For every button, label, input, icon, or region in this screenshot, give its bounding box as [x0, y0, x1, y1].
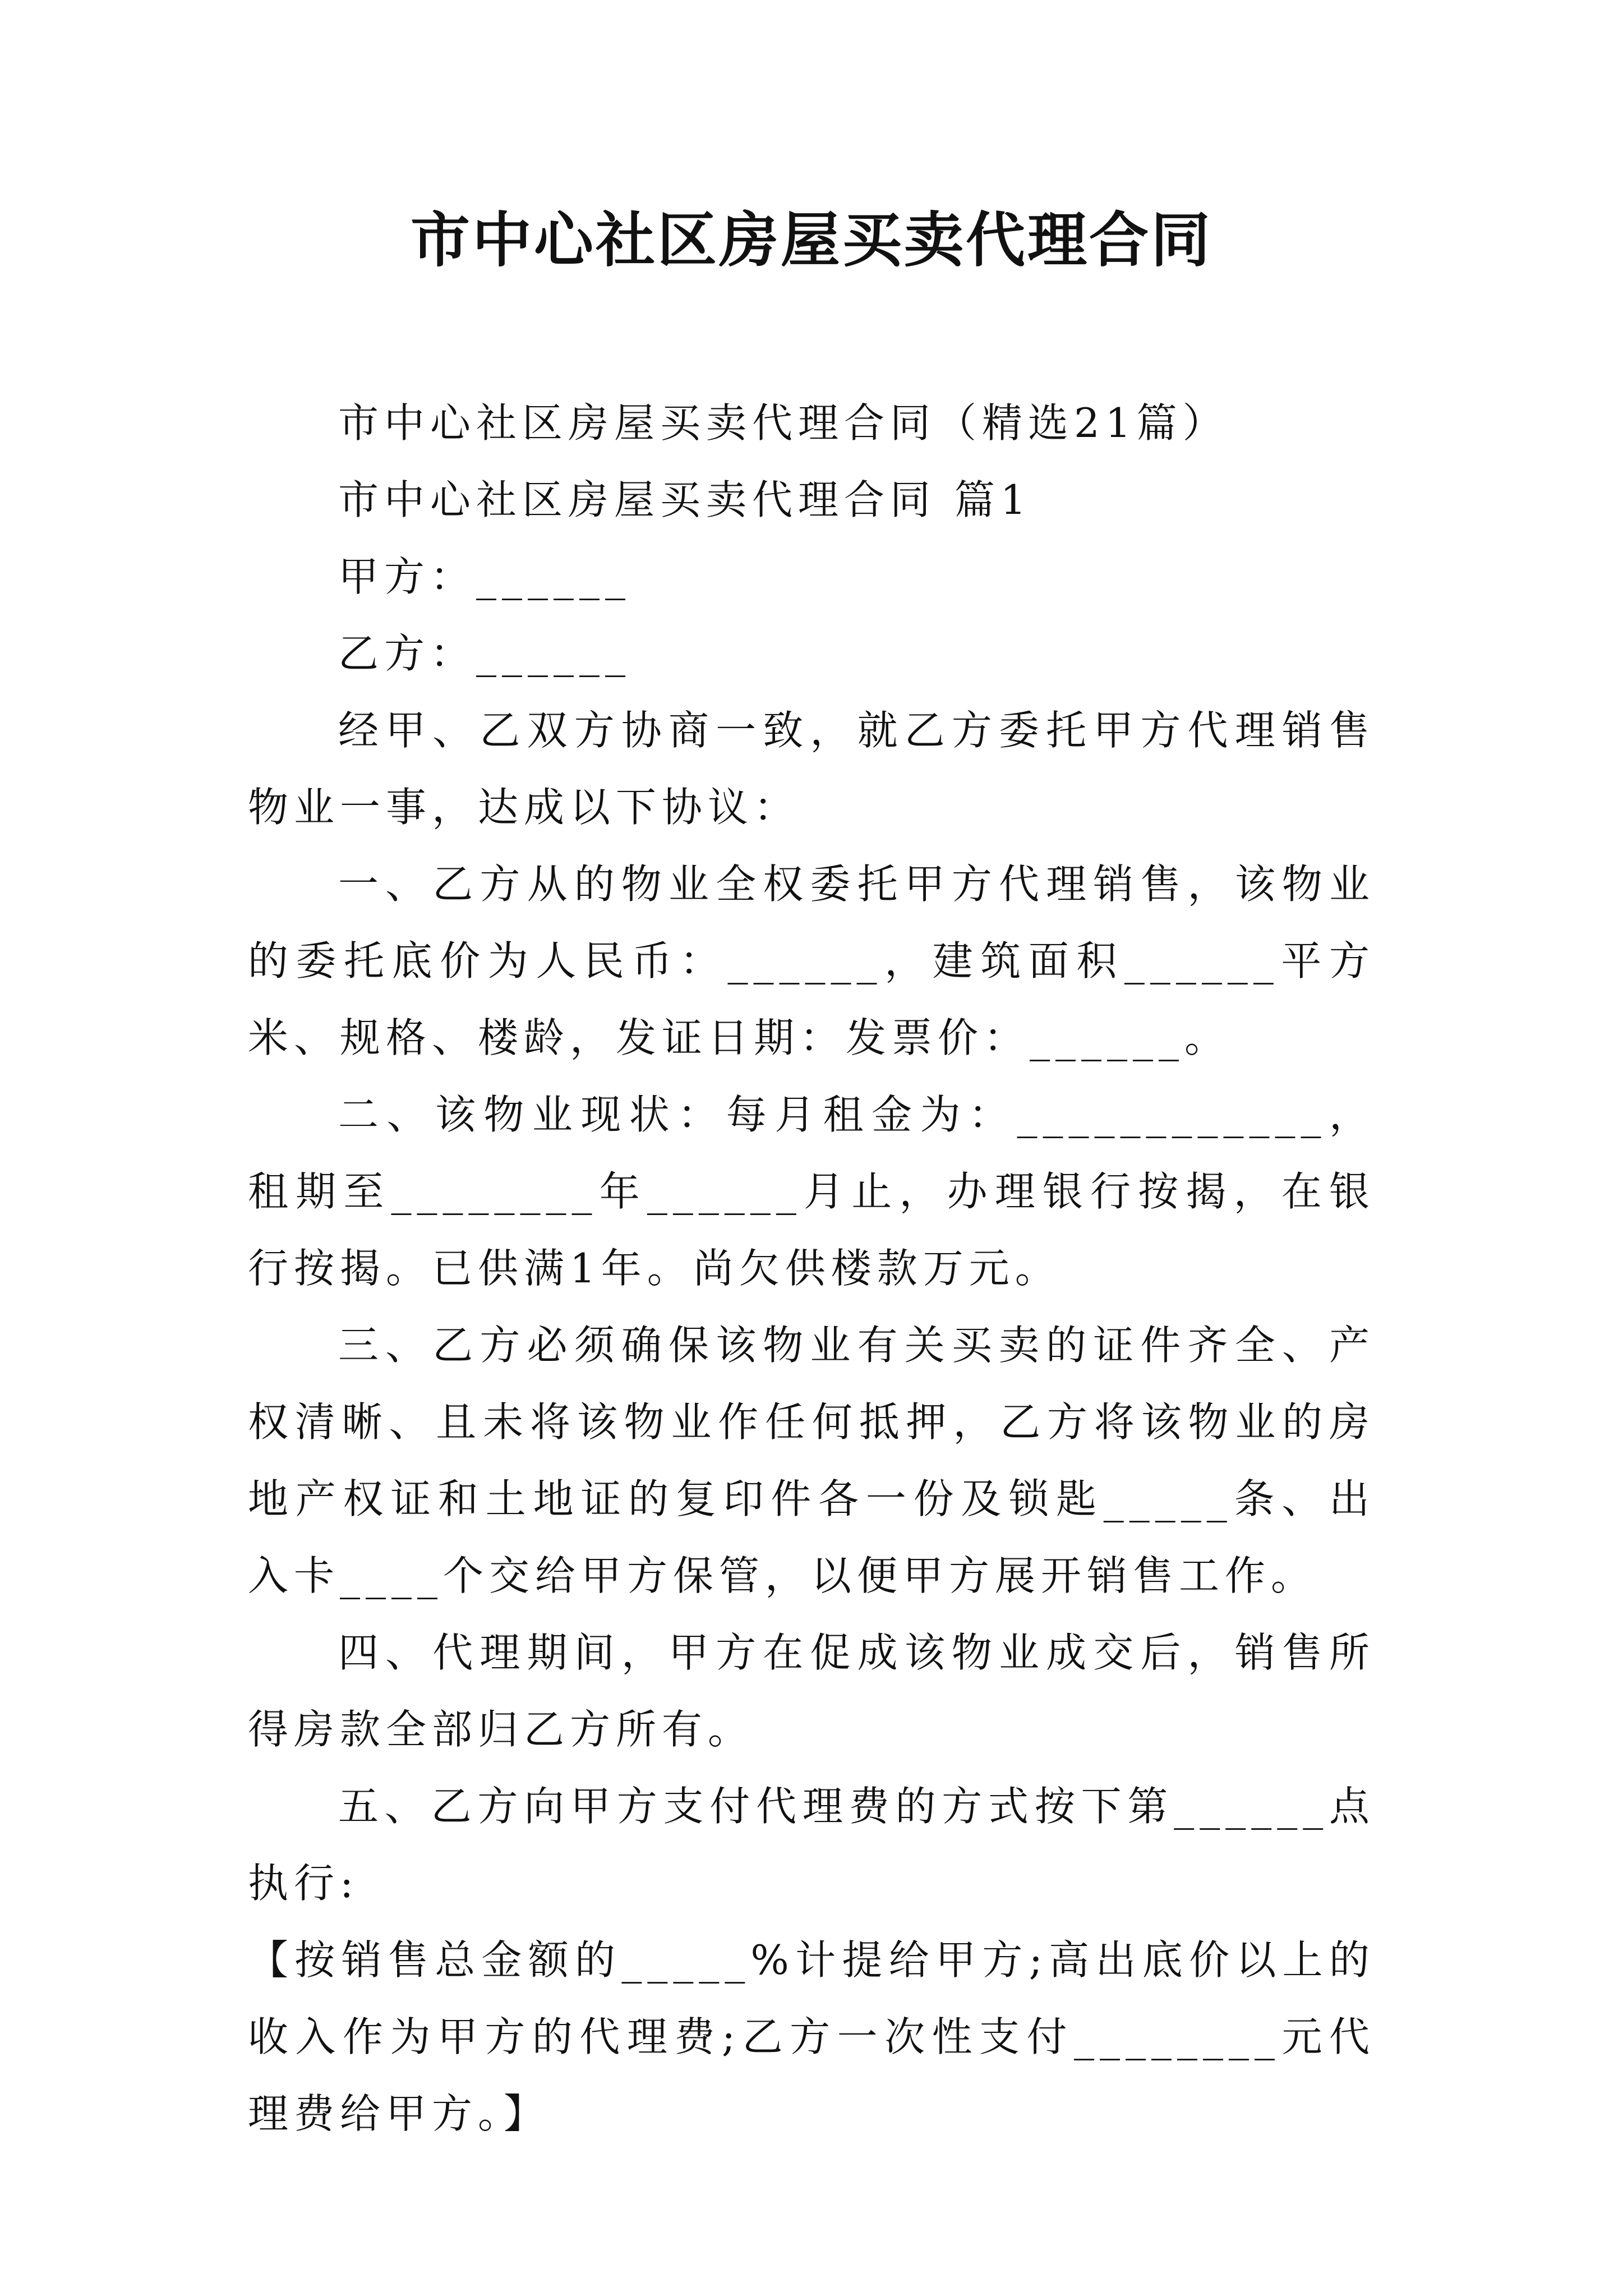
paragraph-clause-3: 三、乙方必须确保该物业有关买卖的证件齐全、产权清晰、且未将该物业作任何抵押，乙方将该物业的房地产权证和土地证的复印件各一份及锁匙_____条、出入卡____个交给甲方保管，以便甲方展开销售工作。 [248, 1322, 1375, 1599]
paragraph-collection-title: 市中心社区房屋买卖代理合同（精选21篇） [338, 399, 1229, 447]
paragraph-clause-4: 四、代理期间，甲方在促成该物业成交后，销售所得房款全部归乙方所有。 [248, 1629, 1375, 1753]
paragraph-preamble: 经甲、乙双方协商一致，就乙方委托甲方代理销售物业一事，达成以下协议： [248, 707, 1375, 831]
paragraph-clause-2: 二、该物业现状：每月租金为：____________，租期至________年______月止，办理银行按揭，在银行按揭。已供满1年。尚欠供楼款万元。 [248, 1091, 1375, 1292]
paragraph-clause-5-options: 【按销售总金额的_____%计提给甲方;高出底价以上的收入作为甲方的代理费;乙方一次性支付________元代理费给甲方。】 [248, 1936, 1375, 2137]
document-title: 市中心社区房屋买卖代理合同 [411, 205, 1212, 275]
paragraph-party-b: 乙方：______ [338, 630, 631, 677]
paragraph-clause-1: 一、乙方从的物业全权委托甲方代理销售，该物业的委托底价为人民币：______，建筑面积______平方米、规格、楼龄，发证日期：发票价：______。 [248, 861, 1375, 1061]
paragraph-clause-5: 五、乙方向甲方支付代理费的方式按下第______点执行: [248, 1783, 1375, 1907]
paragraph-chapter-heading: 市中心社区房屋买卖代理合同 篇1 [338, 476, 1032, 523]
document-body [248, 385, 1375, 2152]
paragraph-party-a: 甲方：______ [338, 553, 631, 600]
